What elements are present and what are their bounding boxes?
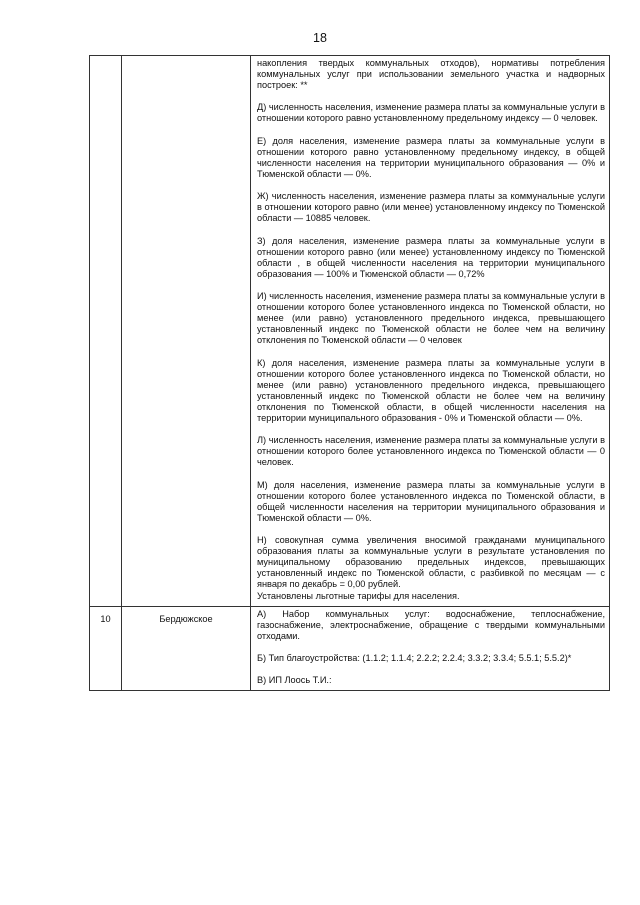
table-row	[90, 56, 610, 607]
municipal-data-table	[89, 55, 610, 691]
row-content-cell	[251, 56, 610, 607]
paragraph-a: А) Набор коммунальных услуг: водоснабжение, теплоснабжение, газоснабжение, электроснабжение, обращение с твердыми коммунальными отходами.	[257, 608, 605, 641]
table-row	[90, 606, 610, 691]
paragraph-v: В) ИП Лоось Т.И.:	[257, 675, 332, 686]
paragraph-z: З) доля населения, изменение размера платы за коммунальные услуги в отношении которого равно (или менее) установленному индексу по Тюменской области , в общей численности населения на территории муниципального образования — 100% и Тюменской области — 0,72%	[257, 235, 605, 279]
paragraph-b: Б) Тип благоустройства: (1.1.2; 1.1.4; 2.2.2; 2.2.4; 3.3.2; 3.3.4; 5.5.1; 5.5.2)*	[257, 652, 572, 663]
paragraph-e: Е) доля населения, изменение размера платы за коммунальные услуги в отношении которого равно установленному предельному индексу, в общей численности населения на территории муниципального образования — 0% и Тюменской области — 0%.	[257, 135, 605, 179]
paragraph-d: Д) численность населения, изменение размера платы за коммунальные услуги в отношении которого равно установленному предельному индексу — 0 человек.	[257, 102, 605, 124]
municipality-name-cell: Бердюжское	[122, 606, 251, 691]
row-number-cell	[90, 56, 122, 607]
paragraph-l: Л) численность населения, изменение размера платы за коммунальные услуги в отношении которого более установленного индекса по Тюменской области — 0 человек.	[257, 435, 605, 468]
page-number: 18	[313, 31, 327, 45]
paragraph-i: И) численность населения, изменение размера платы за коммунальные услуги в отношении которого более установленного индекса по Тюменской области, но менее (или равно) установленного предельного индекса, превышающего установленный индекс по Тюменской области не более чем на величину отклонения по Тюменской области — 0 человек	[257, 290, 605, 346]
municipality-name-cell	[122, 56, 251, 607]
row-content-cell	[251, 606, 610, 691]
row-number-cell: 10	[90, 606, 122, 691]
paragraph-continuation: накопления твердых коммунальных отходов), нормативы потребления коммунальных услуг при использовании земельного участка и надворных построек: **	[257, 58, 605, 91]
paragraph-k: К) доля населения, изменение размера платы за коммунальные услуги в отношении которого более установленного индекса по Тюменской области, но менее (или равно) установленного предельного индекса, превышающего установленный индекс по Тюменской области не более чем на величину отклонения по Тюменской области, в общей численности населения на территории муниципального образования - 0% и Тюменской области — 0%.	[257, 357, 605, 423]
paragraph-m: М) доля населения, изменение размера платы за коммунальные услуги в отношении которого более установленного индекса по Тюменской области, в общей численности населения на территории муниципального образования и Тюменской области — 0%.	[257, 479, 605, 523]
paragraph-zh: Ж) численность населения, изменение размера платы за коммунальные услуги в отношении которого равно (или менее) установленному индексу по Тюменской области — 10885 человек.	[257, 191, 605, 224]
paragraph-n: Н) совокупная сумма увеличения вносимой гражданами муниципального образования платы за коммунальные услуги в результате установления по муниципальному образованию предельных индексов, превышающих установленный индекс по Тюменской области, с разбивкой по месяцам — с января по декабрь = 0,00 рублей.	[257, 535, 605, 590]
paragraph-tail: Установлены льготные тарифы для населения.	[257, 590, 460, 601]
